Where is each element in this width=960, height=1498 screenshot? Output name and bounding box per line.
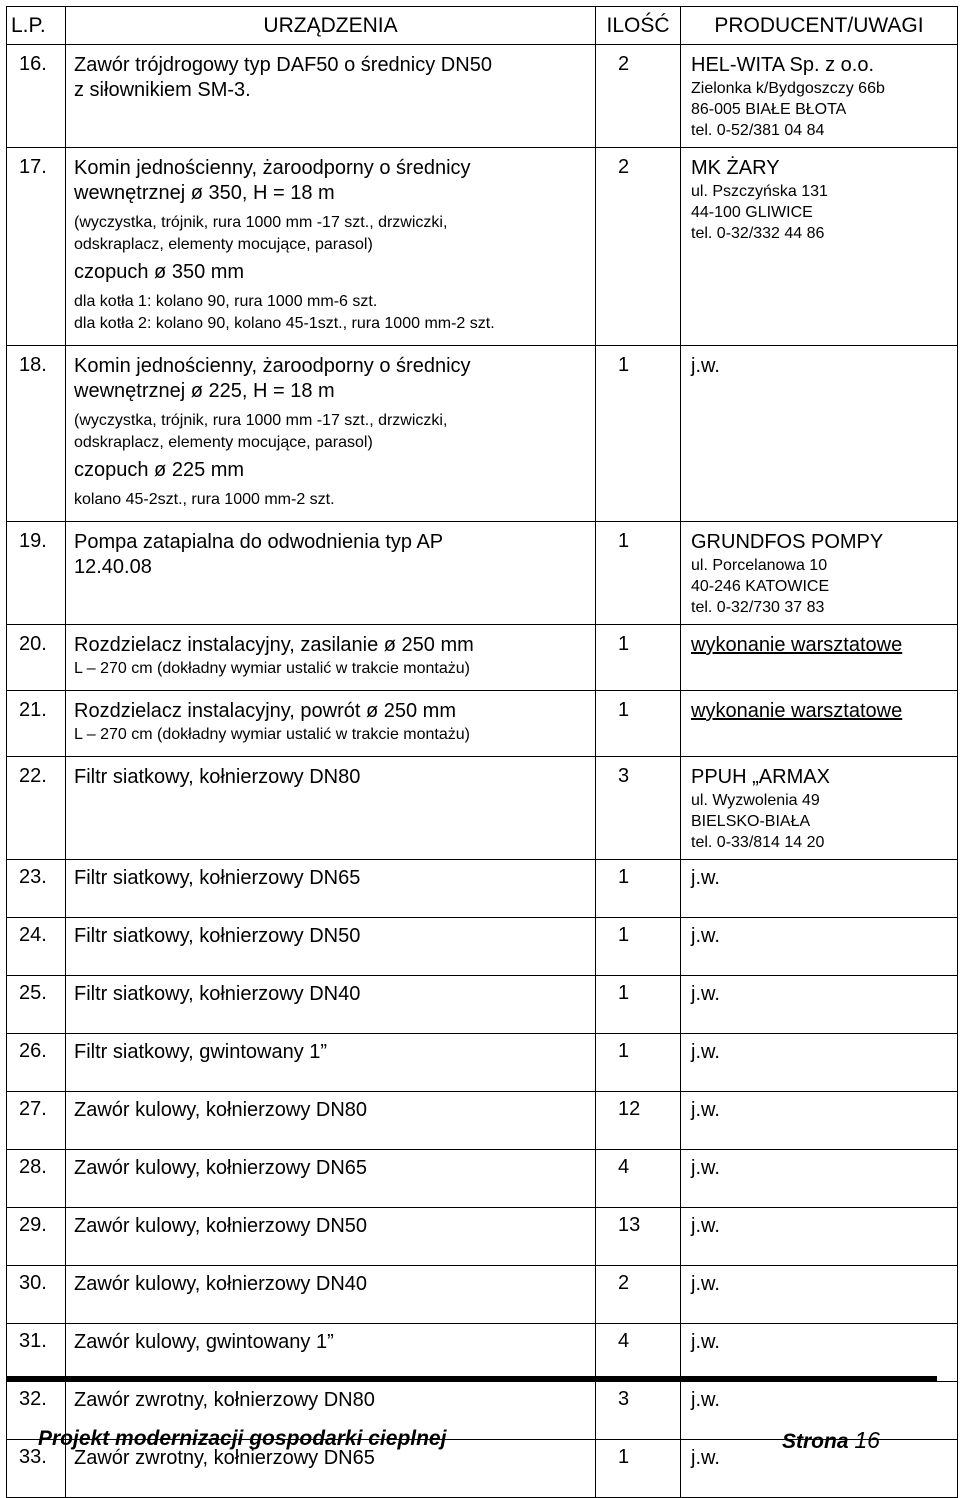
row-number: 29. [7,1208,66,1266]
device-description [66,1324,596,1382]
footer-page [782,1427,880,1454]
producer-line: j.w. [691,1273,720,1295]
producer-line: tel. 0-33/814 14 20 [691,834,825,851]
producer-notes [681,1324,958,1382]
row-number: 28. [7,1150,66,1208]
producer-line: j.w. [691,867,720,889]
equipment-table [6,6,958,1498]
row-number: 27. [7,1092,66,1150]
description-line: czopuch ø 350 mm [74,261,245,283]
device-description [66,918,596,976]
producer-line: tel. 0-32/332 44 86 [691,225,825,242]
row-number: 23. [7,860,66,918]
description-line: wewnętrznej ø 350, H = 18 m [74,182,335,204]
table-row [7,625,958,691]
device-description [66,148,596,346]
quantity: 1 [596,346,681,522]
producer-notes [681,976,958,1034]
header-prod: PRODUCENT/UWAGI [681,7,958,45]
device-description [66,757,596,860]
row-number: 18. [7,346,66,522]
quantity: 12 [596,1092,681,1150]
description-line: Zawór kulowy, kołnierzowy DN65 [74,1157,368,1179]
description-line: Zawór zwrotny, kołnierzowy DN65 [74,1447,375,1469]
row-number: 20. [7,625,66,691]
description-line: Zawór kulowy, kołnierzowy DN40 [74,1273,368,1295]
description-line: Zawór trójdrogowy typ DAF50 o średnicy DN50 [74,54,492,76]
description-line: 12.40.08 [74,556,152,578]
quantity: 1 [596,918,681,976]
header-qty: ILOŚĆ [596,7,681,45]
description-line: odskraplacz, elementy mocujące, parasol) [74,434,373,451]
quantity: 2 [596,148,681,346]
header-lp: L.P. [7,7,66,45]
quantity: 4 [596,1150,681,1208]
device-description [66,1266,596,1324]
description-line: (wyczystka, trójnik, rura 1000 mm -17 szt., drzwiczki, [74,214,448,231]
producer-line: wykonanie warsztatowe [691,634,903,656]
quantity: 3 [596,757,681,860]
description-line: kolano 45-2szt., rura 1000 mm-2 szt. [74,491,335,508]
producer-notes [681,1092,958,1150]
table-row [7,1150,958,1208]
producer-notes [681,757,958,860]
header-name: URZĄDZENIA [66,7,596,45]
description-line: czopuch ø 225 mm [74,459,245,481]
producer-line: j.w. [691,1331,720,1353]
table-row [7,1266,958,1324]
description-line: Filtr siatkowy, kołnierzowy DN50 [74,925,361,947]
description-line: L – 270 cm (dokładny wymiar ustalić w trakcie montażu) [74,660,470,677]
producer-line: ul. Wyzwolenia 49 [691,792,820,809]
producer-line: GRUNDFOS POMPY [691,531,884,553]
producer-notes [681,346,958,522]
description-line: Filtr siatkowy, gwintowany 1” [74,1041,328,1063]
producer-notes [681,860,958,918]
footer-page-label: Strona [782,1430,849,1453]
quantity: 1 [596,522,681,625]
table-header-row [7,7,958,45]
quantity: 2 [596,45,681,148]
row-number: 32. [7,1382,66,1440]
producer-line: ul. Porcelanowa 10 [691,557,828,574]
producer-line: j.w. [691,1389,720,1411]
row-number: 25. [7,976,66,1034]
producer-line: BIELSKO-BIAŁA [691,813,811,830]
device-description [66,625,596,691]
footer-title: Projekt modernizacji gospodarki cieplnej [38,1427,447,1450]
description-line: Komin jednościenny, żaroodporny o średnicy [74,355,471,377]
row-number: 26. [7,1034,66,1092]
row-number: 31. [7,1324,66,1382]
producer-line: j.w. [691,925,720,947]
quantity: 1 [596,691,681,757]
table-row [7,860,958,918]
footer-divider [6,1376,937,1381]
device-description [66,522,596,625]
table-row [7,1324,958,1382]
table-row [7,45,958,148]
device-description [66,1034,596,1092]
producer-line: j.w. [691,1215,720,1237]
producer-line: j.w. [691,1447,720,1469]
description-line: Zawór kulowy, kołnierzowy DN80 [74,1099,368,1121]
quantity: 1 [596,860,681,918]
description-line: Zawór kulowy, gwintowany 1” [74,1331,334,1353]
producer-notes [681,1266,958,1324]
row-number: 19. [7,522,66,625]
row-number: 16. [7,45,66,148]
producer-line: j.w. [691,983,720,1005]
row-number: 22. [7,757,66,860]
producer-notes [681,1150,958,1208]
quantity: 1 [596,976,681,1034]
device-description [66,691,596,757]
producer-notes [681,45,958,148]
device-description [66,1150,596,1208]
producer-notes [681,691,958,757]
table-row [7,346,958,522]
description-line: z siłownikiem SM-3. [74,79,251,101]
producer-line: 44-100 GLIWICE [691,204,813,221]
producer-line: ul. Pszczyńska 131 [691,183,828,200]
description-line: L – 270 cm (dokładny wymiar ustalić w trakcie montażu) [74,726,470,743]
producer-notes [681,522,958,625]
device-description [66,45,596,148]
quantity: 1 [596,625,681,691]
producer-notes [681,1208,958,1266]
table-row [7,148,958,346]
description-line: wewnętrznej ø 225, H = 18 m [74,380,335,402]
description-line: dla kotła 1: kolano 90, rura 1000 mm-6 szt. [74,293,378,310]
table-row [7,522,958,625]
quantity: 4 [596,1324,681,1382]
description-line: (wyczystka, trójnik, rura 1000 mm -17 szt., drzwiczki, [74,412,448,429]
description-line: Filtr siatkowy, kołnierzowy DN40 [74,983,361,1005]
quantity: 2 [596,1266,681,1324]
device-description [66,860,596,918]
producer-line: j.w. [691,355,720,377]
quantity: 1 [596,1034,681,1092]
description-line: Rozdzielacz instalacyjny, powrót ø 250 mm [74,700,456,722]
row-number: 24. [7,918,66,976]
description-line: odskraplacz, elementy mocujące, parasol) [74,236,373,253]
table-row [7,757,958,860]
quantity: 3 [596,1382,681,1440]
description-line: Zawór kulowy, kołnierzowy DN50 [74,1215,368,1237]
device-description [66,346,596,522]
table-row [7,1208,958,1266]
description-line: Komin jednościenny, żaroodporny o średnicy [74,157,471,179]
producer-line: 40-246 KATOWICE [691,578,830,595]
table-row [7,976,958,1034]
producer-line: PPUH „ARMAX [691,766,830,788]
producer-line: j.w. [691,1041,720,1063]
row-number: 30. [7,1266,66,1324]
producer-line: MK ŻARY [691,157,780,179]
table-row [7,918,958,976]
device-description [66,1208,596,1266]
producer-notes [681,148,958,346]
quantity: 13 [596,1208,681,1266]
row-number: 17. [7,148,66,346]
producer-line: HEL-WITA Sp. z o.o. [691,54,875,76]
producer-line: j.w. [691,1157,720,1179]
producer-line: tel. 0-52/381 04 84 [691,122,825,139]
device-description [66,1092,596,1150]
table-row [7,1034,958,1092]
producer-notes [681,625,958,691]
description-line: Filtr siatkowy, kołnierzowy DN65 [74,867,361,889]
description-line: Zawór zwrotny, kołnierzowy DN80 [74,1389,375,1411]
table-body [7,45,958,1498]
table-row [7,1092,958,1150]
producer-line: Zielonka k/Bydgoszczy 66b [691,80,885,97]
producer-line: 86-005 BIAŁE BŁOTA [691,101,847,118]
row-number: 33. [7,1440,66,1498]
producer-line: j.w. [691,1099,720,1121]
quantity: 1 [596,1440,681,1498]
description-line: Rozdzielacz instalacyjny, zasilanie ø 250 mm [74,634,474,656]
producer-line: wykonanie warsztatowe [691,700,903,722]
device-description [66,976,596,1034]
table-row [7,691,958,757]
producer-line: tel. 0-32/730 37 83 [691,599,825,616]
description-line: Pompa zatapialna do odwodnienia typ AP [74,531,444,553]
producer-notes [681,1034,958,1092]
description-line: Filtr siatkowy, kołnierzowy DN80 [74,766,361,788]
footer-page-number: 16 [854,1427,880,1453]
producer-notes [681,918,958,976]
description-line: dla kotła 2: kolano 90, kolano 45-1szt., rura 1000 mm-2 szt. [74,315,495,332]
row-number: 21. [7,691,66,757]
